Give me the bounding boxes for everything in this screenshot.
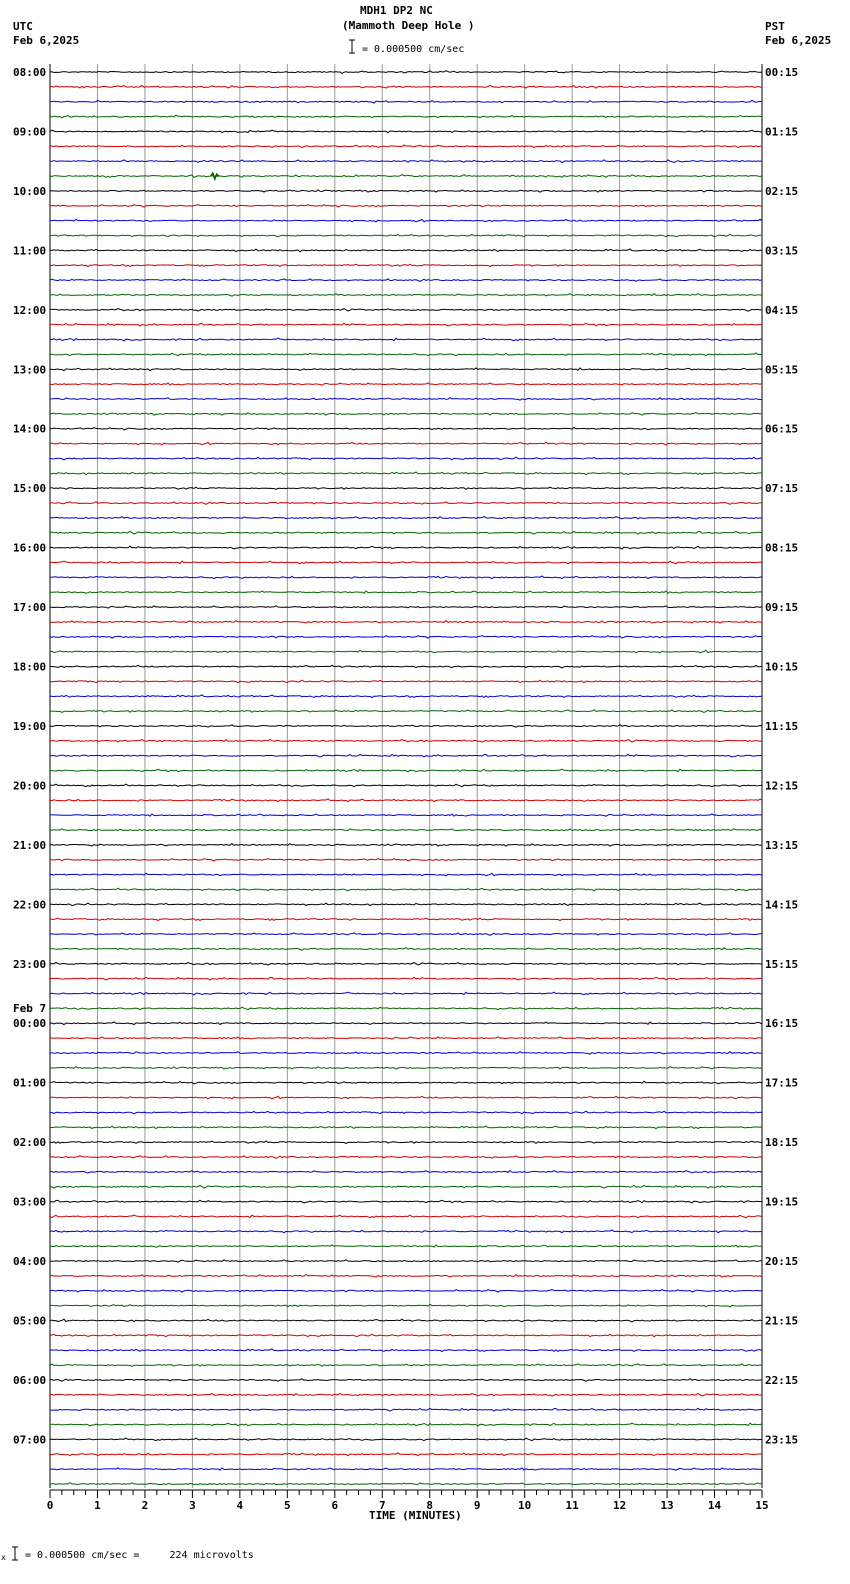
seismic-trace bbox=[50, 502, 762, 505]
x-tick-label: 5 bbox=[284, 1499, 291, 1512]
seismic-trace bbox=[50, 100, 762, 103]
seismic-trace bbox=[50, 725, 762, 728]
seismic-trace bbox=[50, 591, 762, 593]
seismic-trace bbox=[50, 1067, 762, 1069]
utc-hour-label: 22:00 bbox=[13, 898, 47, 912]
seismic-trace bbox=[50, 1141, 762, 1143]
scale-label: = 0.000500 cm/sec bbox=[362, 44, 465, 55]
pst-hour-label: 12:15 bbox=[765, 779, 799, 793]
seismic-trace bbox=[50, 1394, 762, 1397]
seismic-trace bbox=[50, 427, 762, 430]
x-tick-label: 10 bbox=[518, 1499, 532, 1512]
seismic-trace bbox=[50, 695, 762, 698]
seismic-trace bbox=[50, 190, 762, 192]
x-axis-title: TIME (MINUTES) bbox=[369, 1509, 462, 1522]
pst-hour-label: 19:15 bbox=[765, 1195, 799, 1209]
seismic-trace bbox=[50, 829, 762, 831]
seismic-trace bbox=[50, 769, 762, 772]
pst-hour-label: 01:15 bbox=[765, 125, 799, 139]
utc-hour-label: 04:00 bbox=[13, 1255, 47, 1269]
seismic-trace bbox=[50, 1349, 762, 1352]
seismic-trace bbox=[50, 1334, 762, 1337]
seismic-trace bbox=[50, 472, 762, 475]
seismic-trace bbox=[50, 160, 762, 163]
footer-scale-bar-icon bbox=[1, 1547, 18, 1562]
seismic-trace bbox=[50, 933, 762, 936]
seismic-trace bbox=[50, 264, 762, 267]
seismic-trace bbox=[50, 517, 762, 520]
seismic-trace bbox=[50, 1156, 762, 1159]
seismic-trace bbox=[50, 1275, 762, 1278]
pst-hour-label: 14:15 bbox=[765, 898, 799, 912]
seismic-trace bbox=[50, 1483, 762, 1485]
seismic-trace bbox=[50, 234, 762, 237]
seismic-trace bbox=[50, 962, 762, 965]
seismic-trace bbox=[50, 636, 762, 638]
seismic-trace bbox=[50, 546, 762, 549]
pst-hour-label: 03:15 bbox=[765, 244, 799, 258]
footer-scale-note: = 0.000500 cm/sec = 224 microvolts bbox=[25, 1550, 254, 1561]
utc-hour-label: 05:00 bbox=[13, 1314, 47, 1328]
utc-hour-label: 15:00 bbox=[13, 482, 47, 496]
x-tick-label: 7 bbox=[378, 1499, 386, 1512]
utc-hour-label: 14:00 bbox=[13, 422, 47, 436]
pst-hour-label: 02:15 bbox=[765, 184, 799, 198]
x-tick-label: 1 bbox=[94, 1499, 101, 1512]
seismic-trace bbox=[50, 175, 762, 178]
pst-hour-label: 08:15 bbox=[765, 541, 799, 555]
x-tick-label: 13 bbox=[660, 1499, 674, 1512]
utc-hour-label: 06:00 bbox=[13, 1373, 47, 1387]
seismic-trace bbox=[50, 279, 762, 282]
seismic-trace bbox=[50, 977, 762, 980]
x-tick-label: 8 bbox=[426, 1499, 434, 1512]
pst-hour-label: 23:15 bbox=[765, 1433, 799, 1447]
utc-hour-label: 20:00 bbox=[13, 779, 47, 793]
seismic-trace bbox=[50, 1379, 762, 1382]
seismic-trace bbox=[50, 249, 762, 252]
seismic-trace bbox=[50, 1438, 762, 1441]
seismic-trace bbox=[50, 532, 762, 535]
x-tick-label: 3 bbox=[189, 1499, 196, 1512]
seismic-trace bbox=[50, 383, 762, 385]
seismic-trace bbox=[50, 710, 762, 713]
x-tick-label: 14 bbox=[707, 1499, 722, 1512]
seismic-trace bbox=[50, 784, 762, 787]
seismic-trace bbox=[50, 799, 762, 802]
pst-hour-label: 13:15 bbox=[765, 838, 799, 852]
station-title: MDH1 DP2 NC bbox=[360, 4, 433, 17]
seismic-trace bbox=[50, 621, 762, 624]
left-timezone: UTC bbox=[13, 20, 33, 33]
seismic-trace bbox=[50, 1111, 762, 1114]
pst-hour-label: 18:15 bbox=[765, 1136, 799, 1150]
pst-hour-label: 06:15 bbox=[765, 422, 799, 436]
seismic-trace bbox=[50, 115, 762, 118]
pst-hour-label: 11:15 bbox=[765, 719, 799, 733]
seismic-trace bbox=[50, 1022, 762, 1025]
seismic-trace bbox=[50, 1408, 762, 1411]
seismic-trace bbox=[50, 888, 762, 891]
svg-text:x: x bbox=[1, 1553, 6, 1562]
seismic-trace bbox=[50, 442, 762, 445]
seismic-trace bbox=[50, 948, 762, 951]
seismic-trace bbox=[50, 353, 762, 356]
pst-hour-label: 05:15 bbox=[765, 363, 799, 377]
seismic-trace bbox=[50, 86, 762, 89]
seismic-trace bbox=[50, 294, 762, 297]
utc-hour-label: 23:00 bbox=[13, 957, 47, 971]
seismic-trace bbox=[50, 1007, 762, 1010]
seismic-trace bbox=[50, 205, 762, 208]
x-tick-label: 0 bbox=[46, 1499, 54, 1512]
utc-hour-label: 02:00 bbox=[13, 1136, 47, 1150]
seismic-trace bbox=[50, 1453, 762, 1456]
seismic-trace bbox=[50, 1245, 762, 1247]
seismic-trace bbox=[50, 1171, 762, 1174]
seismic-trace bbox=[50, 323, 762, 326]
pst-hour-label: 10:15 bbox=[765, 660, 799, 674]
utc-hour-label: 07:00 bbox=[13, 1433, 47, 1447]
seismic-trace bbox=[50, 650, 762, 653]
right-date: Feb 6,2025 bbox=[765, 34, 832, 47]
seismic-trace bbox=[50, 1096, 762, 1099]
seismic-trace bbox=[50, 1423, 762, 1426]
utc-hour-label: 13:00 bbox=[13, 363, 47, 377]
date-change-label: Feb 7 bbox=[13, 1002, 47, 1015]
x-tick-label: 15 bbox=[755, 1499, 769, 1512]
utc-hour-label: 17:00 bbox=[13, 601, 47, 615]
seismic-trace bbox=[50, 844, 762, 847]
seismic-trace bbox=[50, 859, 762, 862]
seismic-trace bbox=[50, 338, 762, 341]
seismic-trace bbox=[50, 1200, 762, 1203]
seismic-trace bbox=[50, 665, 762, 668]
right-timezone: PST bbox=[765, 20, 785, 33]
utc-hour-label: 03:00 bbox=[13, 1195, 47, 1209]
utc-hour-label: 01:00 bbox=[13, 1076, 47, 1090]
x-tick-label: 9 bbox=[473, 1499, 481, 1512]
seismic-trace bbox=[50, 1230, 762, 1233]
x-tick-label: 2 bbox=[141, 1499, 149, 1512]
seismic-trace bbox=[50, 309, 762, 312]
seismic-trace bbox=[50, 145, 762, 148]
seismic-trace bbox=[50, 873, 762, 876]
seismic-trace bbox=[50, 606, 762, 608]
seismic-trace bbox=[50, 1260, 762, 1262]
x-tick-label: 6 bbox=[331, 1499, 339, 1512]
seismic-trace bbox=[50, 130, 762, 133]
utc-hour-label: 08:00 bbox=[13, 66, 47, 79]
seismic-trace bbox=[50, 1364, 762, 1367]
seismic-trace bbox=[50, 1126, 762, 1129]
seismic-trace bbox=[50, 561, 762, 564]
seismic-trace bbox=[50, 1215, 762, 1218]
utc-hour-label: 19:00 bbox=[13, 719, 47, 733]
seismic-trace bbox=[50, 1052, 762, 1055]
pst-hour-label: 00:15 bbox=[765, 66, 799, 79]
pst-hour-label: 04:15 bbox=[765, 303, 799, 317]
pst-hour-label: 17:15 bbox=[765, 1076, 799, 1090]
seismic-trace bbox=[50, 992, 762, 995]
seismic-trace bbox=[50, 413, 762, 416]
pst-hour-label: 07:15 bbox=[765, 482, 799, 496]
seismic-trace bbox=[50, 1304, 762, 1307]
utc-hour-label: 00:00 bbox=[13, 1017, 47, 1031]
x-tick-label: 11 bbox=[565, 1499, 579, 1512]
seismic-trace bbox=[50, 740, 762, 743]
utc-hour-label: 18:00 bbox=[13, 660, 47, 674]
x-tick-label: 4 bbox=[236, 1499, 244, 1512]
utc-hour-label: 16:00 bbox=[13, 541, 47, 555]
pst-hour-label: 20:15 bbox=[765, 1255, 799, 1269]
seismic-trace bbox=[50, 1185, 762, 1188]
seismic-trace bbox=[50, 398, 762, 401]
seismic-trace bbox=[50, 680, 762, 683]
pst-hour-label: 09:15 bbox=[765, 601, 799, 615]
seismic-trace bbox=[50, 487, 762, 489]
seismic-trace bbox=[50, 1081, 762, 1084]
pst-hour-label: 21:15 bbox=[765, 1314, 799, 1328]
seismic-trace bbox=[50, 71, 762, 74]
seismic-trace bbox=[50, 457, 762, 460]
seismic-trace bbox=[50, 1037, 762, 1039]
pst-hour-label: 22:15 bbox=[765, 1373, 799, 1387]
seismic-trace bbox=[50, 903, 762, 906]
x-tick-label: 12 bbox=[612, 1499, 627, 1512]
location-title: (Mammoth Deep Hole ) bbox=[342, 19, 475, 32]
seismic-trace bbox=[50, 219, 762, 222]
utc-hour-label: 11:00 bbox=[13, 244, 47, 258]
utc-hour-label: 12:00 bbox=[13, 303, 47, 317]
seismic-trace bbox=[50, 814, 762, 816]
utc-hour-label: 21:00 bbox=[13, 838, 47, 852]
seismic-trace bbox=[50, 368, 762, 371]
seismic-trace bbox=[50, 1468, 762, 1470]
pst-hour-label: 15:15 bbox=[765, 957, 799, 971]
utc-hour-label: 09:00 bbox=[13, 125, 47, 139]
seismic-trace bbox=[50, 754, 762, 757]
scale-bar-icon bbox=[349, 40, 355, 53]
utc-hour-label: 10:00 bbox=[13, 184, 47, 198]
seismic-trace bbox=[50, 1290, 762, 1293]
left-date: Feb 6,2025 bbox=[13, 34, 80, 47]
seismic-trace bbox=[50, 918, 762, 921]
pst-hour-label: 16:15 bbox=[765, 1017, 799, 1031]
seismic-trace bbox=[50, 576, 762, 579]
seismic-trace bbox=[50, 1319, 762, 1322]
